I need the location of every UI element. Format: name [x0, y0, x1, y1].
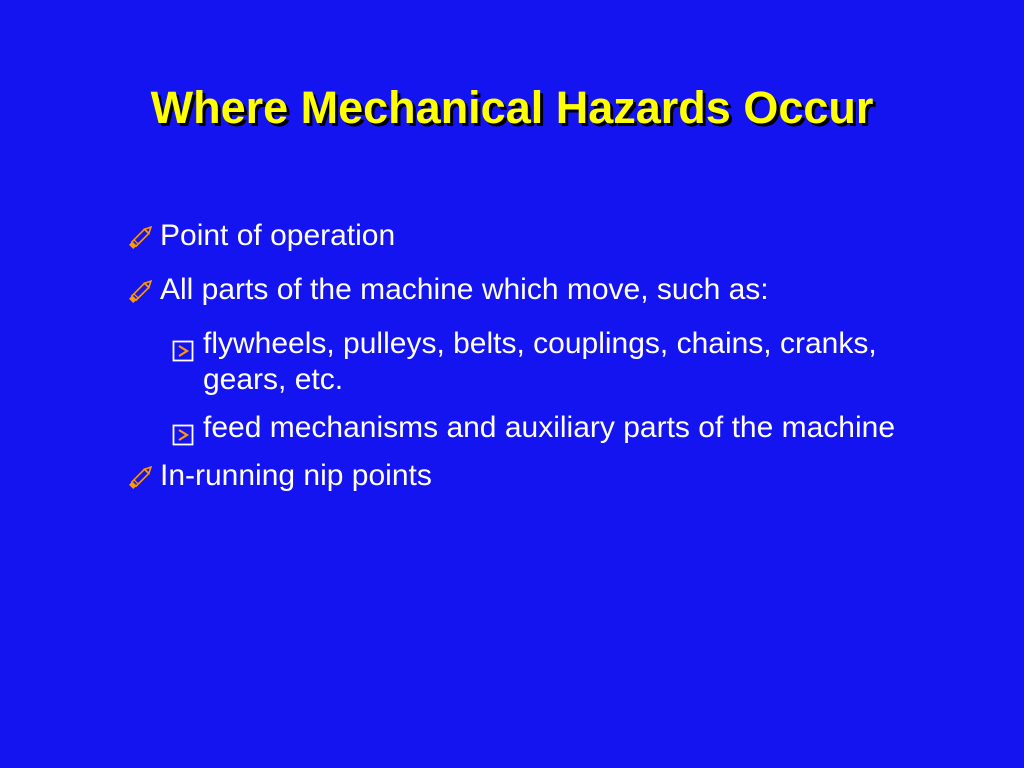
pencil-icon [126, 223, 156, 260]
bullet-text: In-running nip points [160, 459, 432, 492]
arrow-box-icon [172, 335, 194, 371]
sub-bullet-item [120, 410, 940, 446]
pencil-icon [126, 463, 156, 500]
slide-title: Where Mechanical Hazards Occur [150, 82, 874, 133]
sub-bullet-text: flywheels, pulleys, belts, couplings, chains, cranks, gears, etc. [203, 327, 877, 396]
bullet-text: Point of operation [160, 219, 396, 252]
sub-bullet-text: feed mechanisms and auxiliary parts of the machine [203, 411, 896, 444]
bullet-item [120, 218, 940, 254]
bullet-item [120, 272, 940, 308]
bullet-item [120, 458, 940, 494]
bullet-text: All parts of the machine which move, such as: [160, 273, 769, 306]
bullet-list [120, 218, 940, 512]
pencil-icon [126, 277, 156, 314]
sub-bullet-item [120, 326, 940, 398]
arrow-box-icon [172, 419, 194, 455]
